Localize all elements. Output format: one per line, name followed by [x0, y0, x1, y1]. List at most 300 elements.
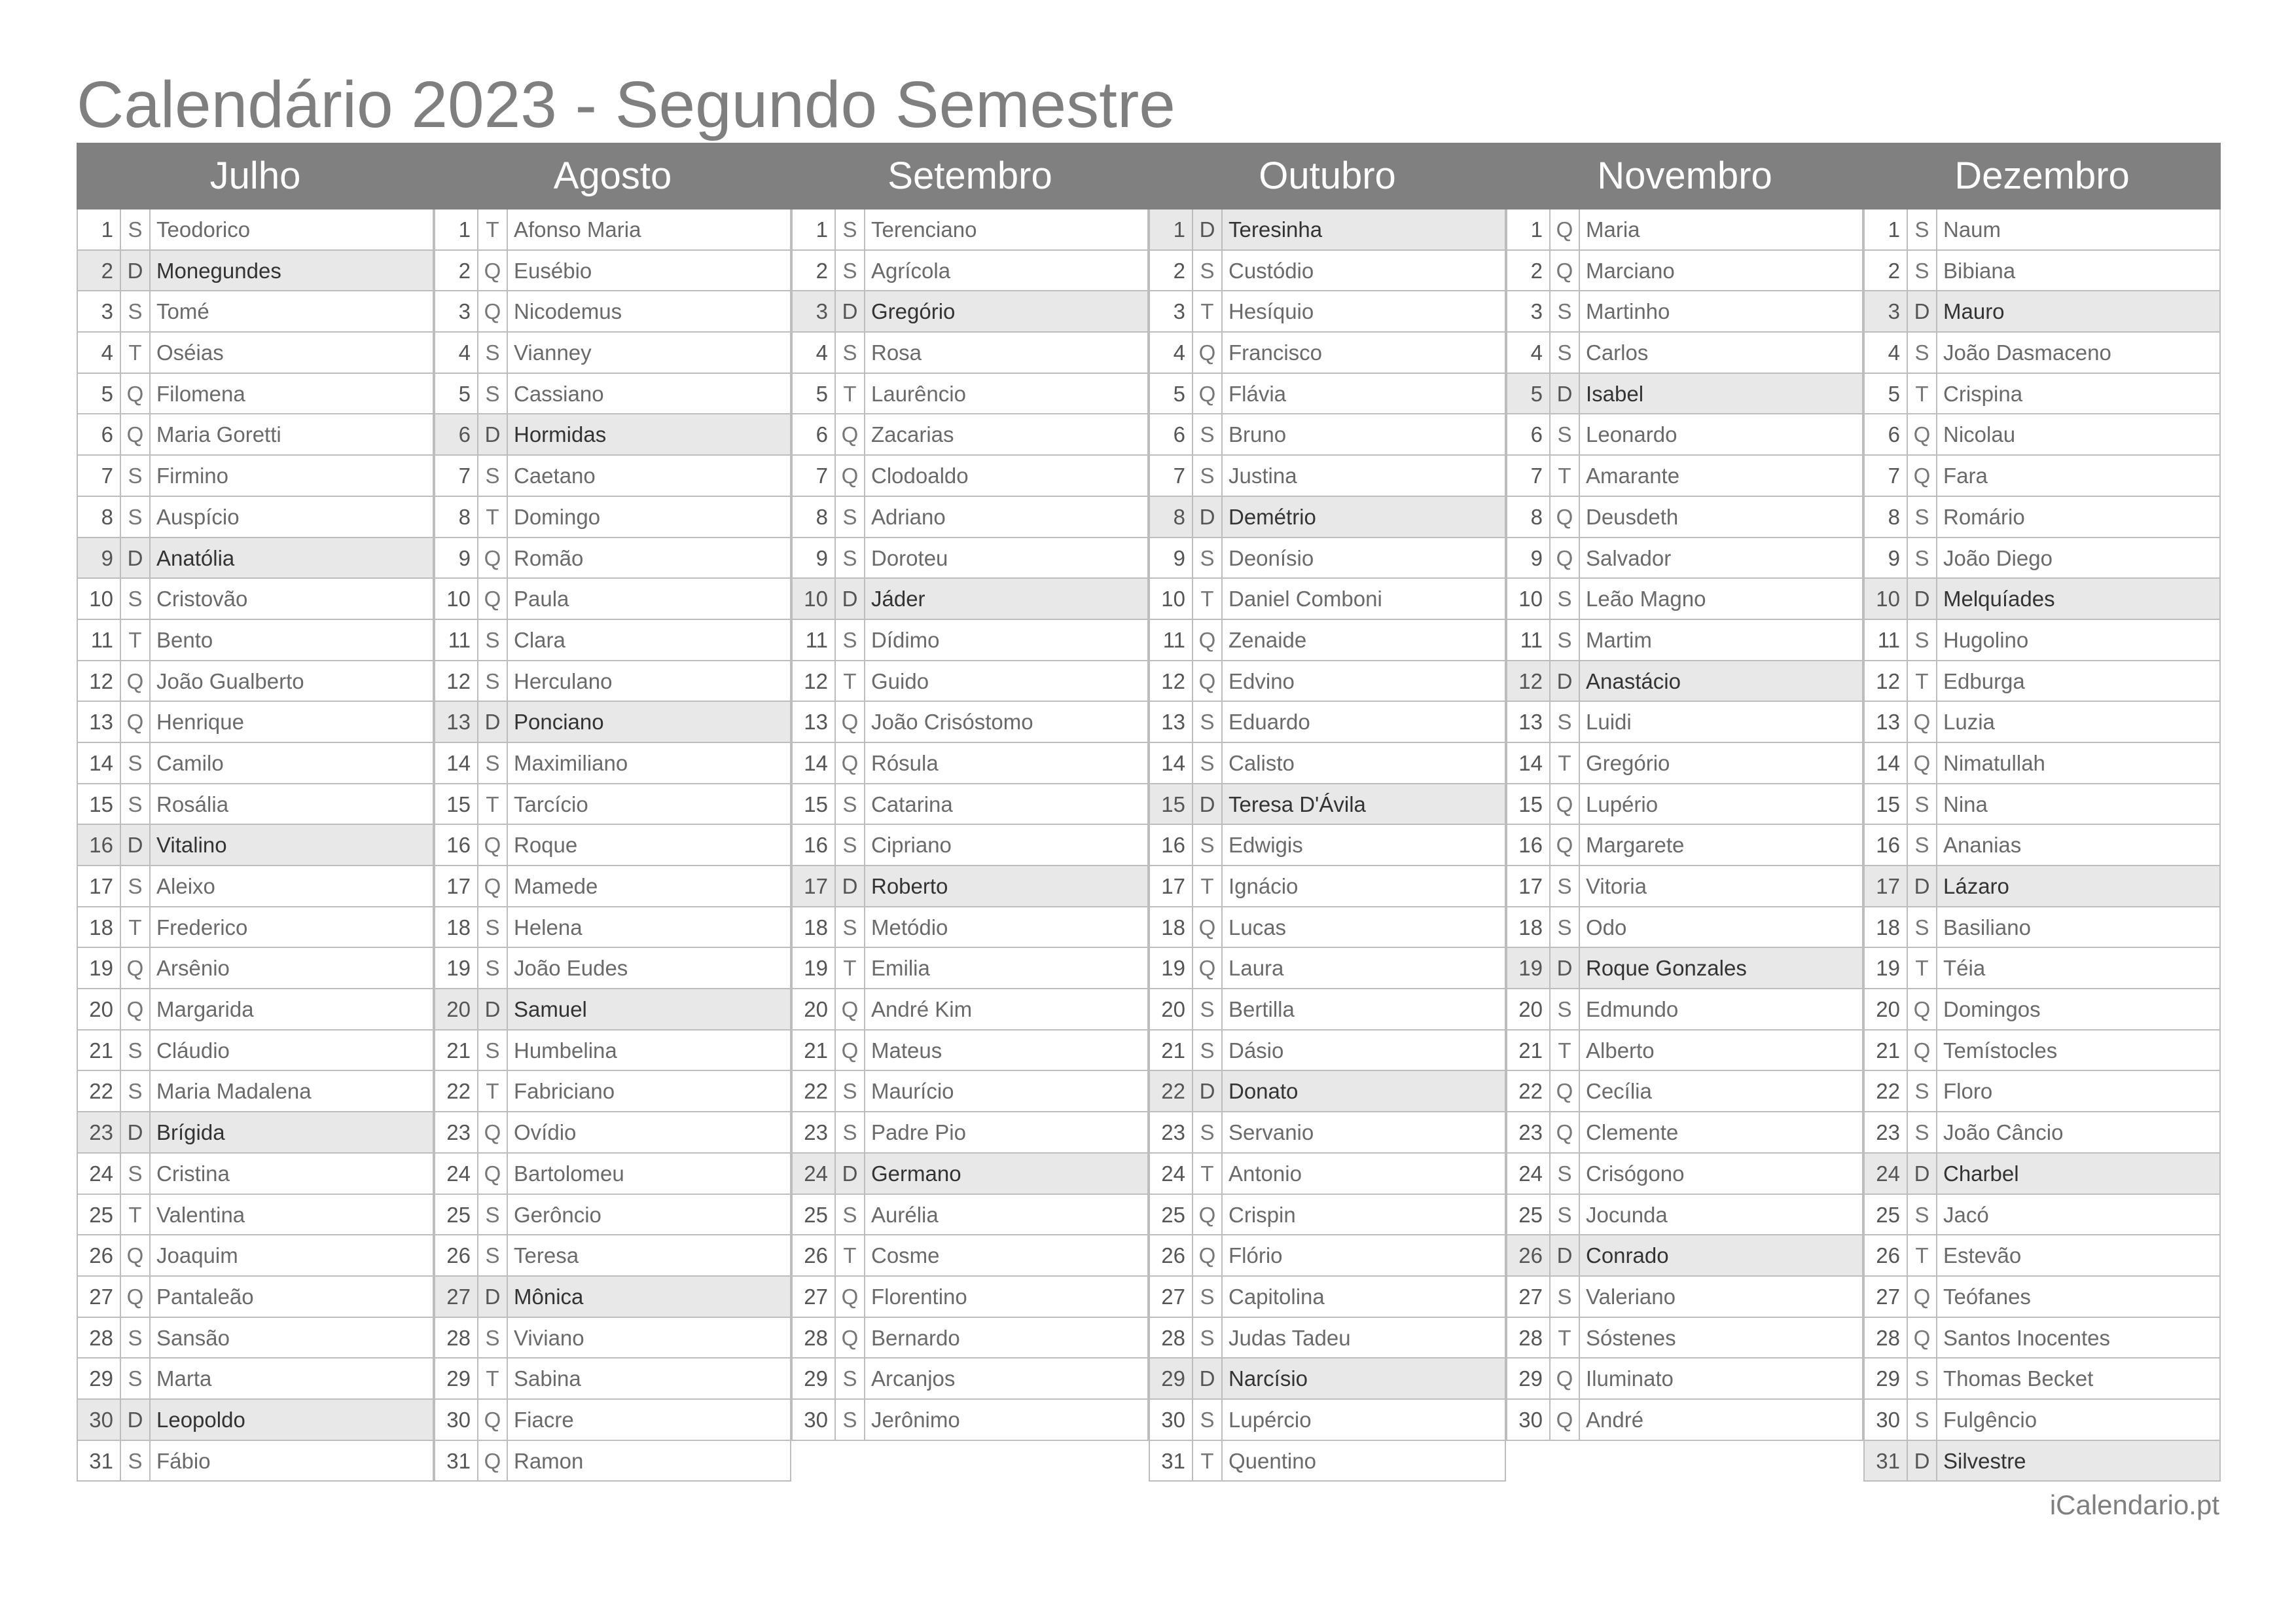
- saint-name: Sóstenes: [1580, 1318, 1863, 1359]
- weekday-letter: S: [478, 1318, 508, 1359]
- saint-name: Mamede: [508, 866, 791, 907]
- day-number: 3: [791, 291, 836, 333]
- day-row: [1149, 1112, 1506, 1154]
- weekday-letter: S: [478, 374, 508, 415]
- weekday-letter: Q: [1193, 374, 1223, 415]
- weekday-letter: S: [478, 1195, 508, 1236]
- weekday-letter: T: [121, 907, 151, 949]
- day-row: [791, 989, 1149, 1030]
- day-number: 19: [1506, 948, 1551, 989]
- day-row: [791, 210, 1149, 251]
- saint-name: Antonio: [1223, 1154, 1506, 1195]
- weekday-letter: S: [1551, 620, 1580, 661]
- day-row: [1149, 1277, 1506, 1318]
- day-row-sunday: [1863, 1154, 2221, 1195]
- day-row: [1149, 866, 1506, 907]
- day-row: [1506, 291, 1863, 333]
- page-title: Calendário 2023 - Segundo Semestre: [77, 68, 1175, 141]
- weekday-letter: S: [1551, 702, 1580, 743]
- saint-name: Cristina: [151, 1154, 434, 1195]
- day-number: 27: [1506, 1277, 1551, 1318]
- saint-name: João Dasmaceno: [1937, 333, 2221, 374]
- day-number: 29: [77, 1359, 121, 1400]
- day-row: [1863, 948, 2221, 989]
- day-row-sunday: [77, 1400, 434, 1441]
- day-number: 24: [1863, 1154, 1908, 1195]
- saint-name: Silvestre: [1937, 1441, 2221, 1482]
- day-row: [1149, 414, 1506, 456]
- day-row: [1506, 866, 1863, 907]
- day-row: [1863, 456, 2221, 497]
- day-row: [1506, 210, 1863, 251]
- weekday-letter: D: [836, 291, 865, 333]
- saint-name: Marta: [151, 1359, 434, 1400]
- day-number: 24: [1149, 1154, 1193, 1195]
- saint-name: Cecília: [1580, 1071, 1863, 1112]
- day-number: 21: [1506, 1030, 1551, 1072]
- day-number: 6: [77, 414, 121, 456]
- day-number: 15: [1863, 784, 1908, 826]
- saint-name: Francisco: [1223, 333, 1506, 374]
- day-number: 7: [1149, 456, 1193, 497]
- day-row: [77, 907, 434, 949]
- saint-name: Ignácio: [1223, 866, 1506, 907]
- weekday-letter: S: [121, 210, 151, 251]
- weekday-letter: S: [478, 1235, 508, 1277]
- day-number: 30: [434, 1400, 478, 1441]
- saint-name: João Eudes: [508, 948, 791, 989]
- day-number: 16: [1863, 825, 1908, 866]
- day-number: 30: [77, 1400, 121, 1441]
- day-number: 13: [791, 702, 836, 743]
- weekday-letter: T: [1193, 579, 1223, 620]
- weekday-letter: S: [836, 1195, 865, 1236]
- day-number: 1: [1863, 210, 1908, 251]
- saint-name: Estevão: [1937, 1235, 2221, 1277]
- weekday-letter: T: [478, 210, 508, 251]
- saint-name: Pantaleão: [151, 1277, 434, 1318]
- day-number: 10: [434, 579, 478, 620]
- saint-name: Salvador: [1580, 538, 1863, 579]
- day-number: 9: [791, 538, 836, 579]
- weekday-letter: S: [478, 333, 508, 374]
- weekday-letter: S: [1193, 1400, 1223, 1441]
- saint-name: Calisto: [1223, 743, 1506, 784]
- weekday-letter: S: [836, 1400, 865, 1441]
- weekday-letter: Q: [121, 948, 151, 989]
- saint-name: Fábio: [151, 1441, 434, 1482]
- day-row: [1863, 1071, 2221, 1112]
- day-row: [1863, 1030, 2221, 1072]
- day-row-sunday: [791, 866, 1149, 907]
- day-number: 27: [77, 1277, 121, 1318]
- day-row-sunday: [1149, 1071, 1506, 1112]
- saint-name: Margarete: [1580, 825, 1863, 866]
- weekday-letter: S: [1193, 456, 1223, 497]
- weekday-letter: D: [1908, 866, 1937, 907]
- weekday-letter: Q: [1551, 210, 1580, 251]
- day-number: 28: [791, 1318, 836, 1359]
- day-row: [1863, 1195, 2221, 1236]
- day-number: 30: [1506, 1400, 1551, 1441]
- saint-name: Bento: [151, 620, 434, 661]
- day-number: 11: [791, 620, 836, 661]
- saint-name: Jáder: [865, 579, 1149, 620]
- weekday-letter: Q: [1551, 784, 1580, 826]
- day-row: [1863, 251, 2221, 292]
- day-number: 2: [791, 251, 836, 292]
- weekday-letter: T: [478, 1359, 508, 1400]
- day-row: [1863, 1318, 2221, 1359]
- month-column: [1149, 210, 1506, 1482]
- weekday-letter: S: [1908, 825, 1937, 866]
- weekday-letter: T: [1551, 1318, 1580, 1359]
- day-number: 16: [791, 825, 836, 866]
- saint-name: Charbel: [1937, 1154, 2221, 1195]
- day-number: 21: [434, 1030, 478, 1072]
- weekday-letter: T: [1908, 948, 1937, 989]
- saint-name: Demétrio: [1223, 497, 1506, 538]
- day-row-sunday: [1506, 374, 1863, 415]
- day-row: [1506, 538, 1863, 579]
- day-number: 23: [434, 1112, 478, 1154]
- month-column: [434, 210, 791, 1482]
- day-row: [1506, 825, 1863, 866]
- saint-name: Crisógono: [1580, 1154, 1863, 1195]
- weekday-letter: D: [478, 702, 508, 743]
- saint-name: Nicodemus: [508, 291, 791, 333]
- day-row: [1863, 1400, 2221, 1441]
- weekday-letter: Q: [478, 579, 508, 620]
- weekday-letter: T: [1193, 866, 1223, 907]
- weekday-letter: S: [1193, 1112, 1223, 1154]
- saint-name: Lupércio: [1223, 1400, 1506, 1441]
- day-number: 4: [434, 333, 478, 374]
- weekday-letter: S: [1908, 210, 1937, 251]
- weekday-letter: D: [1908, 1441, 1937, 1482]
- day-row: [1149, 948, 1506, 989]
- weekday-letter: S: [1193, 1277, 1223, 1318]
- day-row: [434, 907, 791, 949]
- day-number: 29: [1863, 1359, 1908, 1400]
- saint-name: Eusébio: [508, 251, 791, 292]
- saint-name: Vitoria: [1580, 866, 1863, 907]
- month-name: Agosto: [553, 155, 672, 197]
- day-number: 27: [434, 1277, 478, 1318]
- day-number: 22: [1149, 1071, 1193, 1112]
- day-row-sunday: [1149, 497, 1506, 538]
- saint-name: Donato: [1223, 1071, 1506, 1112]
- saint-name: Fulgêncio: [1937, 1400, 2221, 1441]
- weekday-letter: S: [836, 210, 865, 251]
- weekday-letter: T: [836, 374, 865, 415]
- day-number: 7: [434, 456, 478, 497]
- saint-name: Leão Magno: [1580, 579, 1863, 620]
- day-number: 24: [1506, 1154, 1551, 1195]
- day-row: [1149, 538, 1506, 579]
- day-row: [791, 1318, 1149, 1359]
- day-row: [77, 784, 434, 826]
- weekday-letter: Q: [836, 414, 865, 456]
- day-number: 13: [1506, 702, 1551, 743]
- month-name: Dezembro: [1954, 155, 2130, 197]
- day-number: 13: [77, 702, 121, 743]
- day-number: 13: [1149, 702, 1193, 743]
- weekday-letter: T: [836, 1235, 865, 1277]
- weekday-letter: Q: [1551, 251, 1580, 292]
- day-number: 29: [434, 1359, 478, 1400]
- saint-name: Henrique: [151, 702, 434, 743]
- saint-name: Basiliano: [1937, 907, 2221, 949]
- day-number: 2: [434, 251, 478, 292]
- weekday-letter: Q: [1193, 661, 1223, 702]
- day-row: [77, 989, 434, 1030]
- day-row-sunday: [434, 702, 791, 743]
- day-row: [1149, 661, 1506, 702]
- day-number: 20: [77, 989, 121, 1030]
- day-number: 3: [77, 291, 121, 333]
- saint-name: Maria: [1580, 210, 1863, 251]
- saint-name: Melquíades: [1937, 579, 2221, 620]
- day-row-sunday: [77, 538, 434, 579]
- day-row: [77, 661, 434, 702]
- saint-name: João Crisóstomo: [865, 702, 1149, 743]
- saint-name: Sansão: [151, 1318, 434, 1359]
- day-row: [434, 374, 791, 415]
- weekday-letter: D: [1193, 497, 1223, 538]
- weekday-letter: S: [1908, 1195, 1937, 1236]
- weekday-letter: Q: [836, 456, 865, 497]
- weekday-letter: T: [478, 784, 508, 826]
- weekday-letter: S: [836, 538, 865, 579]
- saint-name: Crispin: [1223, 1195, 1506, 1236]
- weekday-letter: T: [1551, 456, 1580, 497]
- day-number: 5: [77, 374, 121, 415]
- day-row: [1506, 579, 1863, 620]
- day-row: [1863, 497, 2221, 538]
- day-row: [1863, 1235, 2221, 1277]
- saint-name: Edburga: [1937, 661, 2221, 702]
- day-row: [1863, 825, 2221, 866]
- day-row: [77, 497, 434, 538]
- day-row: [1506, 333, 1863, 374]
- day-row-sunday: [1863, 579, 2221, 620]
- day-row: [791, 907, 1149, 949]
- day-row-sunday: [1863, 866, 2221, 907]
- weekday-letter: Q: [1908, 414, 1937, 456]
- saint-name: Cipriano: [865, 825, 1149, 866]
- weekday-letter: S: [1193, 743, 1223, 784]
- day-number: 2: [1863, 251, 1908, 292]
- day-number: 18: [1863, 907, 1908, 949]
- day-number: 10: [791, 579, 836, 620]
- day-row: [791, 251, 1149, 292]
- day-row: [1506, 620, 1863, 661]
- day-number: 17: [77, 866, 121, 907]
- weekday-letter: T: [121, 1195, 151, 1236]
- day-number: 23: [1863, 1112, 1908, 1154]
- saint-name: Paula: [508, 579, 791, 620]
- day-number: 16: [1506, 825, 1551, 866]
- saint-name: Joaquim: [151, 1235, 434, 1277]
- month-column: [1863, 210, 2221, 1482]
- day-row: [77, 1154, 434, 1195]
- day-row: [1863, 907, 2221, 949]
- saint-name: Anatólia: [151, 538, 434, 579]
- day-row: [1149, 333, 1506, 374]
- saint-name: Gregório: [1580, 743, 1863, 784]
- day-row: [77, 1235, 434, 1277]
- day-number: 11: [1863, 620, 1908, 661]
- saint-name: Gregório: [865, 291, 1149, 333]
- day-number: 18: [434, 907, 478, 949]
- saint-name: Vitalino: [151, 825, 434, 866]
- day-number: 1: [1149, 210, 1193, 251]
- day-row: [434, 1112, 791, 1154]
- weekday-letter: S: [121, 1318, 151, 1359]
- day-number: 7: [77, 456, 121, 497]
- saint-name: Teodorico: [151, 210, 434, 251]
- weekday-letter: S: [1908, 1112, 1937, 1154]
- day-number: 10: [1863, 579, 1908, 620]
- day-number: 9: [77, 538, 121, 579]
- day-row-sunday: [1506, 948, 1863, 989]
- day-number: 6: [434, 414, 478, 456]
- day-number: 21: [1149, 1030, 1193, 1072]
- day-number: 18: [791, 907, 836, 949]
- saint-name: Cristovão: [151, 579, 434, 620]
- day-number: 24: [434, 1154, 478, 1195]
- month-name: Novembro: [1597, 155, 1772, 197]
- day-row: [434, 497, 791, 538]
- weekday-letter: S: [1193, 538, 1223, 579]
- month-column: [77, 210, 434, 1482]
- weekday-letter: S: [1908, 497, 1937, 538]
- day-number: 20: [791, 989, 836, 1030]
- saint-name: Servanio: [1223, 1112, 1506, 1154]
- weekday-letter: D: [1551, 374, 1580, 415]
- day-number: 5: [791, 374, 836, 415]
- day-row-sunday: [77, 1112, 434, 1154]
- saint-name: Rosa: [865, 333, 1149, 374]
- saint-name: Lucas: [1223, 907, 1506, 949]
- day-number: 20: [1863, 989, 1908, 1030]
- weekday-letter: S: [836, 907, 865, 949]
- day-number: 1: [1506, 210, 1551, 251]
- saint-name: Maurício: [865, 1071, 1149, 1112]
- weekday-letter: S: [836, 1359, 865, 1400]
- weekday-letter: Q: [121, 702, 151, 743]
- weekday-letter: S: [121, 1154, 151, 1195]
- day-row: [77, 702, 434, 743]
- day-row: [1506, 1400, 1863, 1441]
- saint-name: Guido: [865, 661, 1149, 702]
- day-row: [77, 291, 434, 333]
- day-number: 4: [791, 333, 836, 374]
- day-row-sunday: [791, 579, 1149, 620]
- saint-name: Fabriciano: [508, 1071, 791, 1112]
- saint-name: Nicolau: [1937, 414, 2221, 456]
- day-number: 28: [434, 1318, 478, 1359]
- weekday-letter: S: [1193, 989, 1223, 1030]
- day-row: [1149, 825, 1506, 866]
- weekday-letter: D: [836, 1154, 865, 1195]
- weekday-letter: Q: [1551, 1359, 1580, 1400]
- saint-name: Jocunda: [1580, 1195, 1863, 1236]
- saint-name: Temístocles: [1937, 1030, 2221, 1072]
- day-row: [791, 948, 1149, 989]
- saint-name: Clodoaldo: [865, 456, 1149, 497]
- saint-name: Judas Tadeu: [1223, 1318, 1506, 1359]
- weekday-letter: Q: [1551, 497, 1580, 538]
- saint-name: Martinho: [1580, 291, 1863, 333]
- weekday-letter: T: [836, 948, 865, 989]
- day-number: 12: [791, 661, 836, 702]
- day-row: [791, 333, 1149, 374]
- weekday-letter: D: [478, 989, 508, 1030]
- saint-name: João Gualberto: [151, 661, 434, 702]
- weekday-letter: S: [1908, 1071, 1937, 1112]
- day-number: 22: [1506, 1071, 1551, 1112]
- saint-name: Bruno: [1223, 414, 1506, 456]
- saint-name: Clara: [508, 620, 791, 661]
- weekday-letter: Q: [478, 1400, 508, 1441]
- day-number: 4: [77, 333, 121, 374]
- weekday-letter: S: [1908, 1400, 1937, 1441]
- day-number: 12: [434, 661, 478, 702]
- day-number: 8: [1506, 497, 1551, 538]
- weekday-letter: D: [121, 538, 151, 579]
- saint-name: Luzia: [1937, 702, 2221, 743]
- day-number: 21: [77, 1030, 121, 1072]
- day-row: [1506, 251, 1863, 292]
- day-row: [434, 866, 791, 907]
- saint-name: Narcísio: [1223, 1359, 1506, 1400]
- saint-name: Filomena: [151, 374, 434, 415]
- weekday-letter: S: [121, 743, 151, 784]
- day-row: [434, 1195, 791, 1236]
- day-row: [77, 333, 434, 374]
- saint-name: Ovídio: [508, 1112, 791, 1154]
- day-row-sunday: [77, 251, 434, 292]
- saint-name: Valentina: [151, 1195, 434, 1236]
- day-row: [1863, 1359, 2221, 1400]
- weekday-letter: Q: [1193, 620, 1223, 661]
- day-row: [1149, 1195, 1506, 1236]
- weekday-letter: S: [1908, 538, 1937, 579]
- saint-name: Terenciano: [865, 210, 1149, 251]
- day-number: 8: [434, 497, 478, 538]
- weekday-letter: T: [1193, 1441, 1223, 1482]
- weekday-letter: D: [1193, 210, 1223, 251]
- saint-name: Leopoldo: [151, 1400, 434, 1441]
- saint-name: Iluminato: [1580, 1359, 1863, 1400]
- saint-name: Hormidas: [508, 414, 791, 456]
- saint-name: Caetano: [508, 456, 791, 497]
- weekday-letter: D: [1908, 1154, 1937, 1195]
- weekday-letter: Q: [1551, 1400, 1580, 1441]
- day-row: [791, 1112, 1149, 1154]
- weekday-letter: Q: [1908, 1318, 1937, 1359]
- saint-name: Lupério: [1580, 784, 1863, 826]
- saint-name: Emilia: [865, 948, 1149, 989]
- day-number: 2: [77, 251, 121, 292]
- saint-name: Mateus: [865, 1030, 1149, 1072]
- weekday-letter: T: [1551, 743, 1580, 784]
- day-row: [1149, 1030, 1506, 1072]
- weekday-letter: S: [121, 784, 151, 826]
- saint-name: Deusdeth: [1580, 497, 1863, 538]
